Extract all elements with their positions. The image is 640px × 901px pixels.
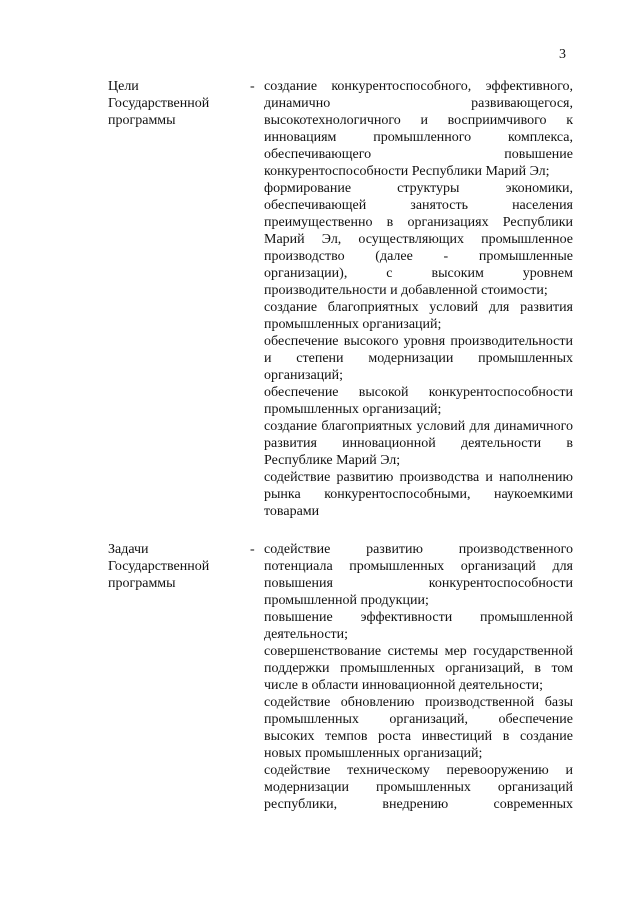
- tasks-paragraph: содействие обновлению производственной базы промышленных организаций, обеспечение высоких темпов роста инвестиций в создание новых промышленных организаций;: [264, 695, 573, 761]
- tasks-paragraph: содействие развитию производственного потенциала промышленных организаций для повышения конкурентоспособности промышленной продукции;: [264, 542, 573, 608]
- tasks-paragraph: совершенствование системы мер государственной поддержки промышленных организаций, в том числе в области инновационной деятельности;: [264, 644, 573, 693]
- goals-paragraph: обеспечение высокой конкурентоспособности промышленных организаций;: [264, 385, 573, 417]
- goals-label-line: Государственной: [108, 96, 210, 111]
- tasks-label-line: Задачи: [108, 542, 149, 557]
- tasks-paragraph: содействие техническому перевооружению и модернизации промышленных организаций республики, внедрению современных: [264, 763, 573, 812]
- goals-paragraph: создание благоприятных условий для развития промышленных организаций;: [264, 300, 573, 332]
- tasks-label-line: программы: [108, 576, 176, 591]
- goals-paragraph: формирование структуры экономики, обеспечивающей занятость населения преимущественно в организациях Республики Марий Эл, осуществляющих промышленное производство (далее - промышленные организации), с высоким уровнем производительности и добавленной стоимости;: [264, 181, 573, 298]
- goals-paragraph: создание благоприятных условий для динамичного развития инновационной деятельности в Республике Марий Эл;: [264, 419, 573, 468]
- tasks-text: [264, 541, 573, 813]
- goals-text: [264, 78, 573, 520]
- tasks-paragraph: повышение эффективности промышленной деятельности;: [264, 610, 573, 642]
- goals-label-line: Цели: [108, 79, 139, 94]
- goals-label-line: программы: [108, 113, 176, 128]
- tasks-label: [108, 541, 238, 592]
- goals-label: [108, 78, 238, 129]
- goals-paragraph: содействие развитию производства и наполнению рынка конкурентоспособными, наукоемкими товарами: [264, 470, 573, 519]
- goals-paragraph: создание конкурентоспособного, эффективного, динамично развивающегося, высокотехнологичного и восприимчивого к инновациям промышленного комплекса, обеспечивающего повышение конкурентоспособности Республики Марий Эл;: [264, 79, 573, 179]
- tasks-dash: -: [250, 542, 255, 557]
- tasks-label-line: Государственной: [108, 559, 210, 574]
- page-number: 3: [559, 47, 566, 62]
- goals-dash: -: [250, 79, 255, 94]
- goals-paragraph: обеспечение высокого уровня производительности и степени модернизации промышленных организаций;: [264, 334, 573, 383]
